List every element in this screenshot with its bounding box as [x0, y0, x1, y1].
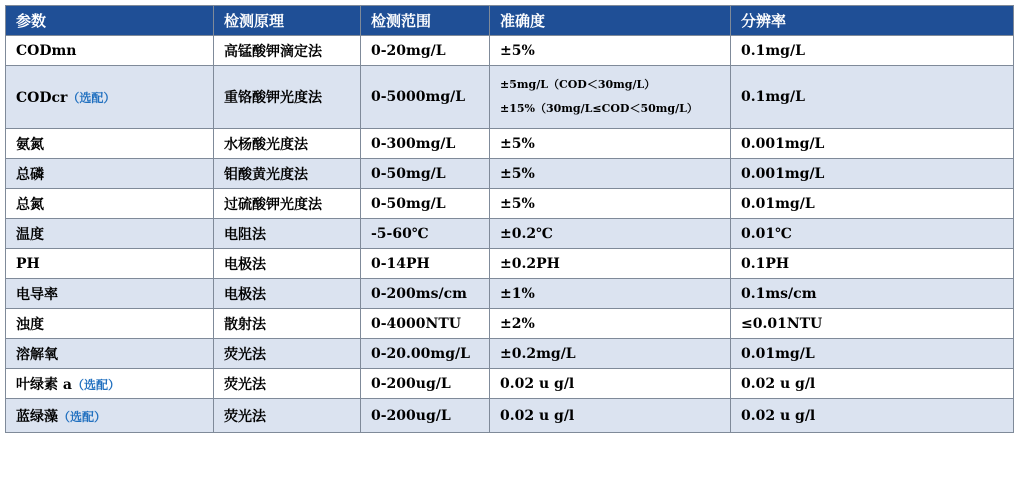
- cell-resolution: 0.01mg/L: [731, 189, 1014, 219]
- cell-param: [6, 36, 214, 66]
- cell-param: [6, 309, 214, 339]
- cell-param: [6, 66, 214, 129]
- cell-method: 电极法: [214, 249, 361, 279]
- cell-range: 0-50mg/L: [361, 189, 490, 219]
- cell-method: 过硫酸钾光度法: [214, 189, 361, 219]
- param-name: 电导率: [16, 286, 58, 303]
- cell-accuracy: [490, 66, 731, 129]
- cell-accuracy: ±2%: [490, 309, 731, 339]
- header-row: [6, 6, 1014, 36]
- cell-param: [6, 189, 214, 219]
- cell-accuracy: ±5%: [490, 129, 731, 159]
- cell-param: [6, 399, 214, 433]
- param-name: 氨氮: [16, 136, 44, 153]
- cell-resolution: 0.01mg/L: [731, 339, 1014, 369]
- cell-method: 钼酸黄光度法: [214, 159, 361, 189]
- cell-range: 0-4000NTU: [361, 309, 490, 339]
- spec-table: [5, 5, 1014, 433]
- cell-param: [6, 219, 214, 249]
- cell-method: 荧光法: [214, 369, 361, 399]
- table-row: [6, 249, 1014, 279]
- header-param: 参数: [6, 6, 214, 36]
- table-row: [6, 66, 1014, 129]
- cell-resolution: 0.02 u g/l: [731, 369, 1014, 399]
- cell-accuracy: ±5%: [490, 36, 731, 66]
- header-range: 检测范围: [361, 6, 490, 36]
- cell-resolution: 0.02 u g/l: [731, 399, 1014, 433]
- param-name: 总磷: [16, 166, 44, 183]
- cell-range: 0-20mg/L: [361, 36, 490, 66]
- cell-accuracy: ±0.2PH: [490, 249, 731, 279]
- cell-method: 高锰酸钾滴定法: [214, 36, 361, 66]
- table-row: [6, 279, 1014, 309]
- cell-accuracy: ±0.2℃: [490, 219, 731, 249]
- cell-resolution: 0.01℃: [731, 219, 1014, 249]
- optional-note: （选配）: [71, 377, 120, 392]
- accuracy-line: ±5mg/L（COD＜30mg/L）: [500, 78, 656, 91]
- cell-param: [6, 339, 214, 369]
- cell-method: 电极法: [214, 279, 361, 309]
- cell-method: 电阻法: [214, 219, 361, 249]
- table-row: [6, 189, 1014, 219]
- cell-method: 散射法: [214, 309, 361, 339]
- header-accuracy: 准确度: [490, 6, 731, 36]
- table-row: [6, 219, 1014, 249]
- table-row: [6, 339, 1014, 369]
- table-row: [6, 159, 1014, 189]
- cell-method: 重铬酸钾光度法: [214, 66, 361, 129]
- param-name: 溶解氧: [16, 346, 58, 363]
- accuracy-line: ±15%（30mg/L≤COD＜50mg/L）: [500, 102, 698, 115]
- cell-accuracy: ±0.2mg/L: [490, 339, 731, 369]
- param-name: PH: [16, 255, 40, 272]
- cell-param: [6, 129, 214, 159]
- cell-range: 0-20.00mg/L: [361, 339, 490, 369]
- table-row: [6, 369, 1014, 399]
- cell-range: -5-60℃: [361, 219, 490, 249]
- table-row: [6, 129, 1014, 159]
- cell-range: 0-200ms/cm: [361, 279, 490, 309]
- cell-method: 水杨酸光度法: [214, 129, 361, 159]
- param-name: CODmn: [16, 42, 77, 59]
- cell-accuracy: ±1%: [490, 279, 731, 309]
- cell-resolution: 0.001mg/L: [731, 129, 1014, 159]
- param-name: 浊度: [16, 316, 44, 333]
- cell-resolution: ≤0.01NTU: [731, 309, 1014, 339]
- cell-method: 荧光法: [214, 339, 361, 369]
- cell-param: [6, 249, 214, 279]
- header-method: 检测原理: [214, 6, 361, 36]
- table-row: [6, 399, 1014, 433]
- table-row: [6, 309, 1014, 339]
- cell-range: 0-300mg/L: [361, 129, 490, 159]
- cell-range: 0-50mg/L: [361, 159, 490, 189]
- optional-note: （选配）: [67, 90, 116, 105]
- cell-resolution: 0.001mg/L: [731, 159, 1014, 189]
- cell-range: 0-200ug/L: [361, 399, 490, 433]
- cell-resolution: 0.1mg/L: [731, 66, 1014, 129]
- param-name: CODcr: [16, 89, 68, 106]
- cell-resolution: 0.1PH: [731, 249, 1014, 279]
- param-name: 温度: [16, 226, 44, 243]
- cell-accuracy: ±5%: [490, 189, 731, 219]
- optional-note: （选配）: [58, 409, 107, 424]
- cell-range: 0-5000mg/L: [361, 66, 490, 129]
- cell-resolution: 0.1ms/cm: [731, 279, 1014, 309]
- cell-param: [6, 159, 214, 189]
- cell-accuracy: 0.02 u g/l: [490, 399, 731, 433]
- table-row: [6, 36, 1014, 66]
- header-resolution: 分辨率: [731, 6, 1014, 36]
- cell-range: 0-14PH: [361, 249, 490, 279]
- cell-param: [6, 279, 214, 309]
- cell-accuracy: ±5%: [490, 159, 731, 189]
- cell-resolution: 0.1mg/L: [731, 36, 1014, 66]
- cell-accuracy: 0.02 u g/l: [490, 369, 731, 399]
- cell-range: 0-200ug/L: [361, 369, 490, 399]
- param-name: 蓝绿藻: [16, 408, 58, 425]
- param-name: 总氮: [16, 196, 44, 213]
- table-body: [6, 36, 1014, 433]
- cell-method: 荧光法: [214, 399, 361, 433]
- cell-param: [6, 369, 214, 399]
- param-name: 叶绿素 a: [16, 376, 72, 393]
